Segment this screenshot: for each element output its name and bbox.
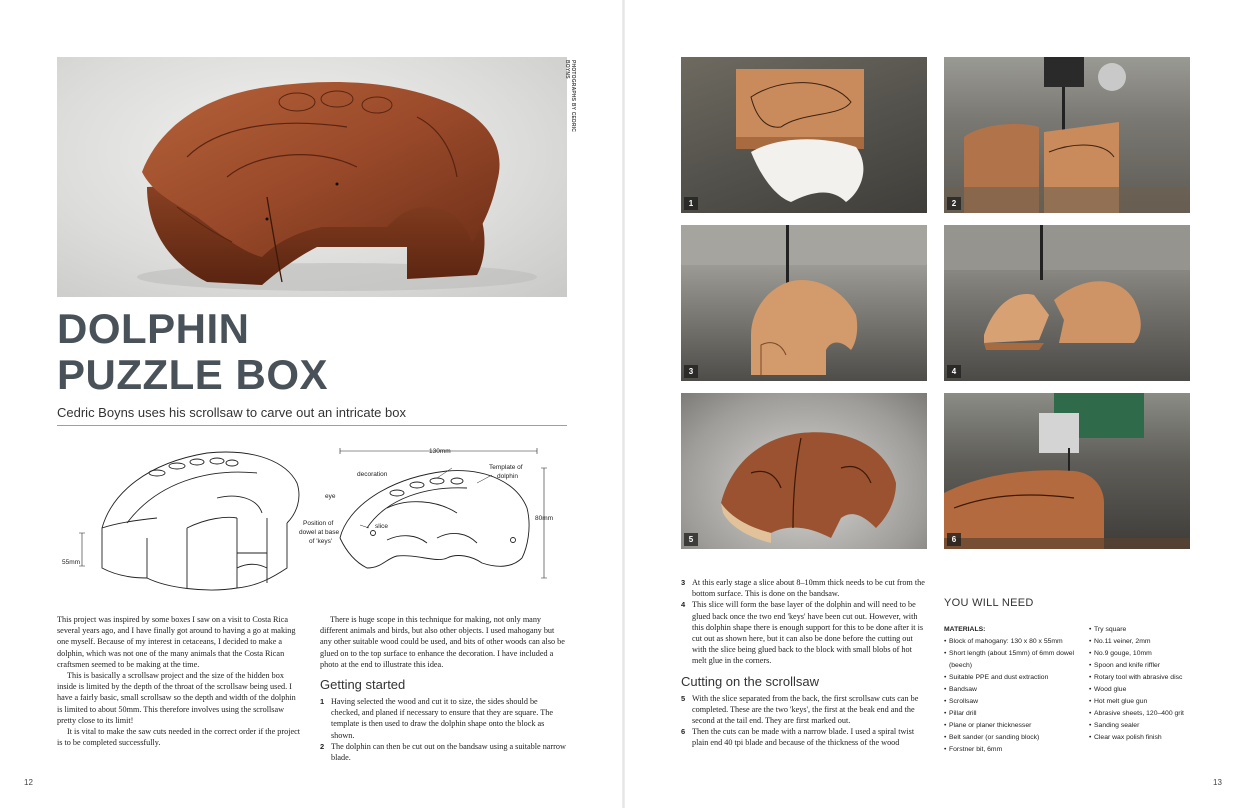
material-item: • Sanding sealer <box>1089 720 1199 732</box>
paragraph: It is vital to make the saw cuts needed in the correct order if the project is to be completed successfully. <box>57 727 301 748</box>
step-text: The dolphin can then be cut out on the bandsaw using a suitable narrow blade. <box>331 741 566 763</box>
article-title <box>57 306 557 398</box>
materials-list-a <box>944 636 1084 756</box>
material-item: • Hot melt glue gun <box>1089 696 1199 708</box>
step-number: 3 <box>681 578 686 587</box>
box-drawing <box>79 452 299 590</box>
step-photo-4 <box>944 225 1190 381</box>
step-text: Having selected the wood and cut it to size, the sides should be checked, and planed if necessary to ensure that they are square. The template is then used to draw the dolphin shape onto the block as shown. <box>331 697 553 740</box>
material-item: • Forstner bit, 6mm <box>944 744 1084 756</box>
paragraph: This is basically a scrollsaw project and the size of the hidden box inside is limited by the depth of the throat of the scrollsaw being used. I have a fairly basic, small scrollsaw so the depth and width of the dolphin is limited to about 50mm. This therefore involves using the scrollsaw pretty close to its limit! <box>57 671 296 725</box>
material-item: • No.9 gouge, 10mm <box>1089 648 1199 660</box>
page-number-right: 13 <box>1213 778 1222 787</box>
paragraph: This project was inspired by some boxes I saw on a visit to Costa Rica several years ago, and I have finally got around to having a go at making one myself. Because of my interest in cetaceans, I decided to make a dolphin, which was not one of the many animals that the Costa Rican craftsmen seemed to be making at the time. <box>57 615 296 669</box>
getting-started-steps <box>320 696 567 763</box>
eye-label: eye <box>325 493 336 500</box>
step-number: 1 <box>320 697 325 707</box>
step-text: With the slice separated from the back, the first scrollsaw cuts can be completed. These are the two 'keys', the first at the beak end and the second at the tail end. They are first marked out. <box>692 693 919 726</box>
step-item <box>681 693 926 727</box>
material-item: • Abrasive sheets, 120–400 grit <box>1089 708 1199 720</box>
step-photo-3 <box>681 225 927 381</box>
material-item: • Clear wax polish finish <box>1089 732 1199 744</box>
materials-heading: MATERIALS: <box>944 626 986 633</box>
material-item: • Bandsaw <box>944 684 1084 696</box>
photo-number-badge: 2 <box>947 197 961 210</box>
step-photo-5 <box>681 393 927 549</box>
early-steps <box>681 577 926 667</box>
title-line-2: PUZZLE BOX <box>57 351 329 398</box>
dim-width-label: 130mm <box>429 448 451 455</box>
photo-number-badge: 3 <box>684 365 698 378</box>
title-line-1: DOLPHIN <box>57 305 250 352</box>
material-item: • Rotary tool with abrasive disc <box>1089 672 1199 684</box>
you-will-need-title: YOU WILL NEED <box>944 597 1034 609</box>
step-number: 4 <box>681 600 686 610</box>
subtitle-rule <box>57 425 567 426</box>
decoration-label: decoration <box>357 471 388 478</box>
body-column-1 <box>57 614 302 748</box>
photo-number-badge: 6 <box>947 533 961 546</box>
step-item <box>320 741 567 763</box>
material-item: • Spoon and knife riffler <box>1089 660 1199 672</box>
step-item <box>320 696 567 741</box>
dowel-label-2: dowel at base <box>299 529 340 536</box>
photo-number-badge: 1 <box>684 197 698 210</box>
material-item: • Pillar drill <box>944 708 1084 720</box>
dowel-label-3: of 'keys' <box>309 538 333 545</box>
template-label-1: Template of <box>489 464 523 471</box>
cutting-heading: Cutting on the scrollsaw <box>681 673 820 689</box>
step-photo-2 <box>944 57 1190 213</box>
material-item: • Block of mahogany: 130 x 80 x 55mm <box>944 636 1084 648</box>
step-photo-1 <box>681 57 927 213</box>
paragraph: There is huge scope in this technique for making, not only many different animals and birds, but also other objects. I used mahogany but any other suitable wood could be used, and bits of other woods can also be glued on to the top surface to enhance the decoration. I have included a photo at the end to illustrate this idea. <box>320 615 565 669</box>
material-item: • Scrollsaw <box>944 696 1084 708</box>
step-number: 6 <box>681 727 686 737</box>
step-photo-6 <box>944 393 1190 549</box>
page-number-left: 12 <box>24 778 33 787</box>
cutting-steps <box>681 693 926 749</box>
step-text: Then the cuts can be made with a narrow blade. I used a spiral twist plain end 40 tpi blade and because of the thickness of the wood <box>692 727 915 748</box>
step-item <box>681 577 926 599</box>
step-item <box>681 726 926 748</box>
dim-depth-label: 55mm <box>62 559 81 566</box>
materials-list-b <box>1089 624 1199 744</box>
article-subtitle: Cedric Boyns uses his scrollsaw to carve out an intricate box <box>57 405 406 420</box>
material-item: • Short length (about 15mm) of 6mm dowel (beech) <box>944 648 1084 672</box>
body-column-2 <box>320 614 567 763</box>
step-text: This slice will form the base layer of the dolphin and will need to be glued back once the two end 'keys' have been cut out. However, with this dolphin shape there is enough support for this to be done after it is cut out as shown here, but it can also be done before the cutting out with the slice being glued back to the block with small blobs of hot melt glue in the corners. <box>692 600 924 666</box>
step-number: 5 <box>681 693 686 703</box>
body-column-3 <box>681 577 926 749</box>
photo-credit: PHOTOGRAPHS BY CEDRIC BOYNS <box>564 60 576 133</box>
you-will-need-box <box>944 597 1194 609</box>
material-item: • Suitable PPE and dust extraction <box>944 672 1084 684</box>
step-text: At this early stage a slice about 8–10mm thick needs to be cut from the bottom surface. This is done on the bandsaw. <box>692 578 925 599</box>
material-item: • Try square <box>1089 624 1199 636</box>
dowel-label-1: Position of <box>303 520 334 527</box>
material-item: • Belt sander (or sanding block) <box>944 732 1084 744</box>
getting-started-heading: Getting started <box>320 677 406 693</box>
photo-number-badge: 4 <box>947 365 961 378</box>
material-item: • Plane or planer thicknesser <box>944 720 1084 732</box>
step-item <box>681 599 926 666</box>
template-label-2: dolphin <box>497 473 518 480</box>
dim-height-label: 80mm <box>535 515 554 522</box>
photo-number-badge: 5 <box>684 533 698 546</box>
hero-photo <box>57 57 567 297</box>
material-item: • No.11 veiner, 2mm <box>1089 636 1199 648</box>
step-number: 2 <box>320 741 325 751</box>
slice-label: slice <box>375 523 389 530</box>
dolphin-diagrams <box>57 438 567 598</box>
material-item: • Wood glue <box>1089 684 1199 696</box>
